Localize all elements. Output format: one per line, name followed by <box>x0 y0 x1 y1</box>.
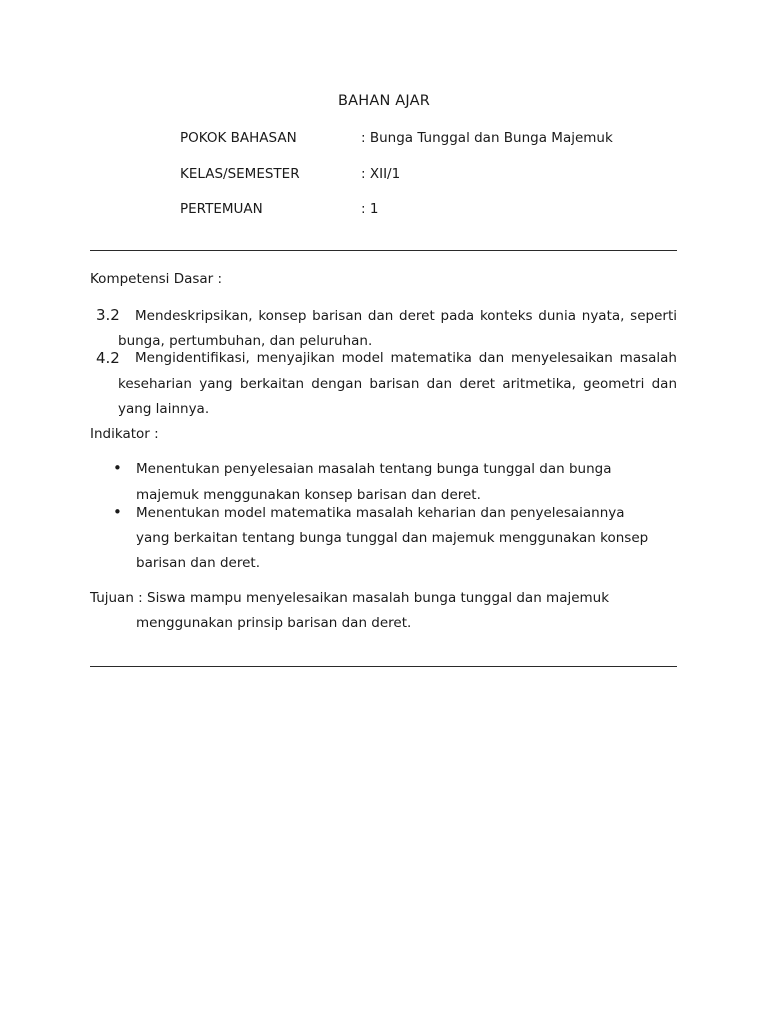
kompetensi-heading: Kompetensi Dasar : <box>90 271 223 287</box>
tujuan-text-line: Tujuan : Siswa mampu menyelesaikan masalah bunga tunggal dan majemuk <box>90 590 610 606</box>
kd-text-line: bunga, pertumbuhan, dan peluruhan. <box>118 333 373 349</box>
kd-number: 4.2 <box>96 349 120 367</box>
meta-value: : Bunga Tunggal dan Bunga Majemuk <box>361 130 613 146</box>
meta-value: : XII/1 <box>361 166 401 182</box>
top-divider <box>90 250 677 251</box>
meta-key: POKOK BAHASAN <box>180 130 297 146</box>
kd-text-line: Mendeskripsikan, konsep barisan dan deret pada konteks dunia nyata, seperti <box>135 308 677 324</box>
indikator-text-line: yang berkaitan tentang bunga tunggal dan majemuk menggunakan konsep <box>136 530 649 546</box>
kd-text-line: Mengidentifikasi, menyajikan model matematika dan menyelesaikan masalah <box>135 350 677 366</box>
indikator-heading: Indikator : <box>90 426 159 442</box>
kd-text-line: yang lainnya. <box>118 401 210 417</box>
kd-number: 3.2 <box>96 306 120 324</box>
indikator-text-line: Menentukan model matematika masalah keharian dan penyelesaiannya <box>136 505 625 521</box>
meta-key: KELAS/SEMESTER <box>180 166 300 182</box>
bullet-icon: • <box>113 459 122 477</box>
indikator-text-line: Menentukan penyelesaian masalah tentang bunga tunggal dan bunga <box>136 461 612 477</box>
bottom-divider <box>90 666 677 667</box>
indikator-text-line: barisan dan deret. <box>136 555 261 571</box>
document-title: BAHAN AJAR <box>337 93 431 109</box>
bullet-icon: • <box>113 503 122 521</box>
indikator-text-line: majemuk menggunakan konsep barisan dan deret. <box>136 487 481 503</box>
kd-text-line: keseharian yang berkaitan dengan barisan dan deret aritmetika, geometri dan <box>118 376 677 392</box>
meta-value: : 1 <box>361 201 379 217</box>
tujuan-text-line: menggunakan prinsip barisan dan deret. <box>136 615 412 631</box>
meta-key: PERTEMUAN <box>180 201 263 217</box>
